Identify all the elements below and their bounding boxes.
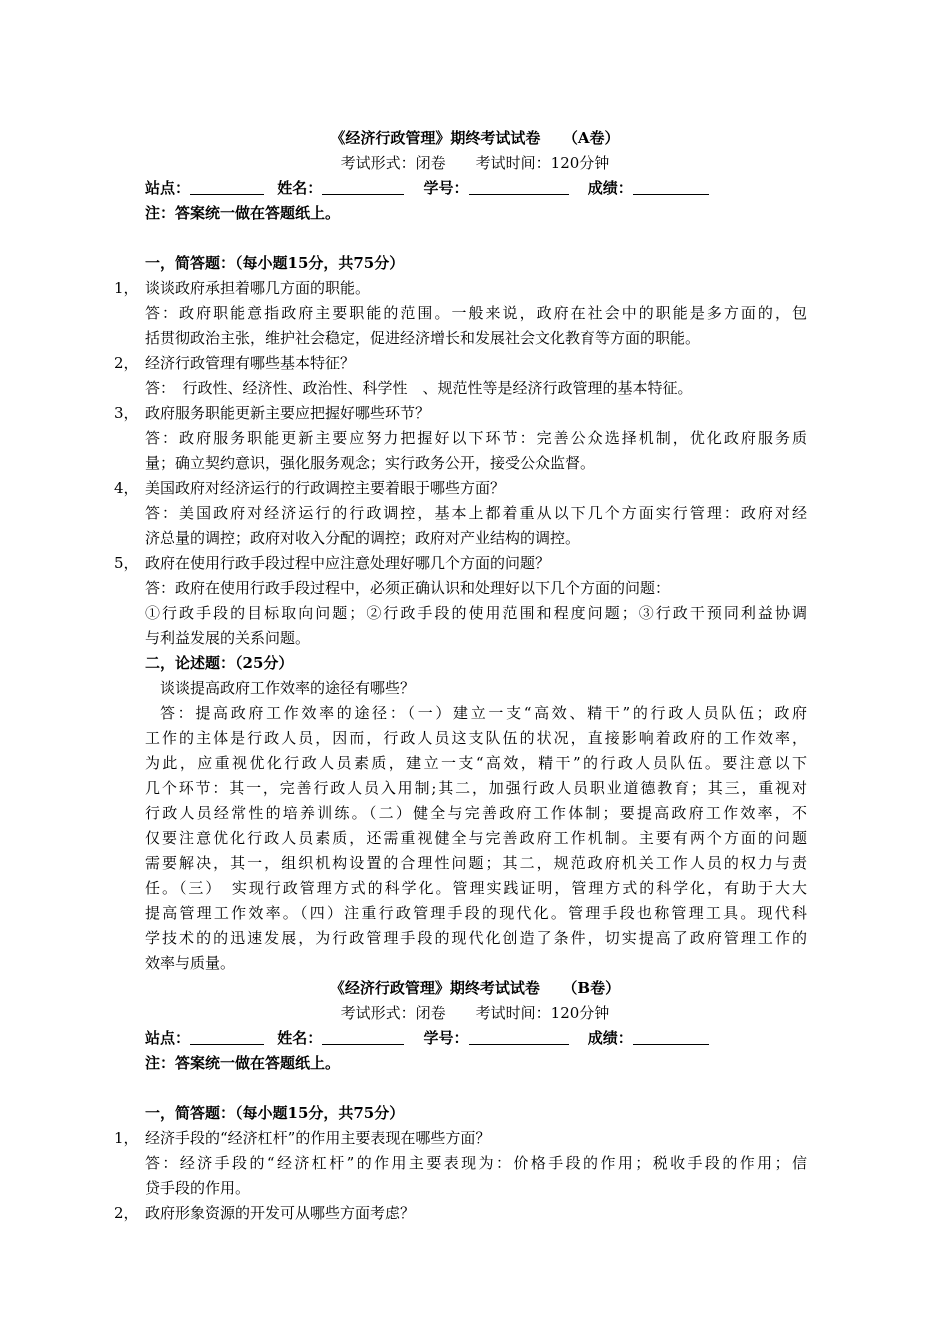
- essay-answer-line: 任。（三） 实现行政管理方式的科学化。管理实践证明，管理方式的科学化，有助于大大: [145, 879, 807, 897]
- id-label: 学号：: [423, 1029, 469, 1047]
- answer-line: 答： 行政性、经济性、政治性、科学性 、规范性等是经济行政管理的基本特征。: [145, 379, 693, 397]
- answer-line: 答：政府服务职能更新主要应努力把握好以下环节：完善公众选择机制，优化政府服务质: [145, 429, 807, 447]
- exam-b-title: 《经济行政管理》期终考试试卷 （B卷）: [329, 979, 621, 997]
- question-text: 政府形象资源的开发可从哪些方面考虑？: [145, 1204, 416, 1222]
- name-label: 姓名：: [277, 179, 323, 197]
- exam-a-section1-heading: 一，简答题：（每小题15分，共75分）: [145, 254, 405, 272]
- score-label: 成绩：: [587, 179, 633, 197]
- exam-b-section1-heading: 一，简答题：（每小题15分，共75分）: [145, 1104, 405, 1122]
- essay-question: 谈谈提高政府工作效率的途径有哪些？: [160, 679, 416, 697]
- name-blank: [322, 179, 404, 195]
- exam-a-title: 《经济行政管理》期终考试试卷 （A卷）: [330, 129, 620, 147]
- answer-line: 量；确立契约意识，强化服务观念；实行政务公开，接受公众监督。: [145, 454, 596, 472]
- exam-b-note: 注：答案统一做在答题纸上。: [145, 1054, 341, 1072]
- id-blank: [469, 1029, 569, 1045]
- essay-answer-line: 效率与质量。: [145, 954, 236, 972]
- essay-answer-line: 仅要注意优化行政人员素质，还需重视健全与完善政府工作机制。主要有两个方面的问题: [145, 829, 807, 847]
- station-blank: [190, 1029, 264, 1045]
- question-number: 3，: [114, 404, 139, 422]
- exam-a-note: 注：答案统一做在答题纸上。: [145, 204, 341, 222]
- name-blank: [322, 1029, 404, 1045]
- score-blank: [633, 1029, 709, 1045]
- essay-answer-line: 行政人员经常性的培养训练。（二）健全与完善政府工作体制；要提高政府工作效率，不: [145, 804, 807, 822]
- exam-a-meta: 考试形式：闭卷 考试时间：120分钟: [340, 154, 610, 172]
- essay-answer-line: 提高管理工作效率。（四）注重行政管理手段的现代化。管理手段也称管理工具。现代科: [145, 904, 807, 922]
- essay-answer-line: 为此，应重视优化行政人员素质，建立一支“高效，精干”的行政人员队伍。要注意以下: [145, 754, 807, 772]
- answer-line: 答：经济手段的“经济杠杆”的作用主要表现为：价格手段的作用；税收手段的作用；信: [145, 1154, 807, 1172]
- question-text: 政府在使用行政手段过程中应注意处理好哪几个方面的问题？: [145, 554, 551, 572]
- question-text: 谈谈政府承担着哪几方面的职能。: [145, 279, 371, 297]
- exam-b-fields-row: [145, 1027, 709, 1049]
- answer-line: 答：政府职能意指政府主要职能的范围。一般来说，政府在社会中的职能是多方面的，包: [145, 304, 807, 322]
- question-number: 2，: [114, 354, 139, 372]
- name-label: 姓名：: [277, 1029, 323, 1047]
- essay-answer-line: 工作的主体是行政人员，因而，行政人员这支队伍的状况，直接影响着政府的工作效率，: [145, 729, 807, 747]
- question-text: 政府服务职能更新主要应把握好哪些环节？: [145, 404, 431, 422]
- question-text: 美国政府对经济运行的行政调控主要着眼于哪些方面？: [145, 479, 506, 497]
- station-label: 站点：: [145, 179, 191, 197]
- answer-line: ①行政手段的目标取向问题；②行政手段的使用范围和程度问题；③行政干预同利益协调: [145, 604, 807, 622]
- question-text: 经济行政管理有哪些基本特征？: [145, 354, 356, 372]
- exam-a-section2-heading: 二，论述题：（25分）: [145, 654, 294, 672]
- answer-line: 与利益发展的关系问题。: [145, 629, 311, 647]
- station-blank: [190, 179, 264, 195]
- exam-b-meta: 考试形式：闭卷 考试时间：120分钟: [340, 1004, 610, 1022]
- essay-answer-line: 需要解决，其一，组织机构设置的合理性问题；其二，规范政府机关工作人员的权力与责: [145, 854, 807, 872]
- id-blank: [469, 179, 569, 195]
- question-number: 4，: [114, 479, 139, 497]
- answer-line: 括贯彻政治主张，维护社会稳定，促进经济增长和发展社会文化教育等方面的职能。: [145, 329, 701, 347]
- exam-a-fields-row: [145, 177, 709, 199]
- essay-answer-line: 几个环节：其一，完善行政人员入用制;其二，加强行政人员职业道德教育；其三，重视对: [145, 779, 807, 797]
- station-label: 站点：: [145, 1029, 191, 1047]
- score-blank: [633, 179, 709, 195]
- question-number: 2，: [114, 1204, 139, 1222]
- question-text: 经济手段的“经济杠杆”的作用主要表现在哪些方面？: [145, 1129, 491, 1147]
- answer-line: 答：政府在使用行政手段过程中，必须正确认识和处理好以下几个方面的问题：: [145, 579, 671, 597]
- question-number: 1，: [114, 279, 139, 297]
- answer-line: 贷手段的作用。: [145, 1179, 251, 1197]
- id-label: 学号：: [423, 179, 469, 197]
- answer-line: 济总量的调控；政府对收入分配的调控；政府对产业结构的调控。: [145, 529, 581, 547]
- question-number: 1，: [114, 1129, 139, 1147]
- score-label: 成绩：: [587, 1029, 633, 1047]
- essay-answer-line: 学技术的的迅速发展，为行政管理手段的现代化创造了条件，切实提高了政府管理工作的: [145, 929, 807, 947]
- answer-line: 答：美国政府对经济运行的行政调控，基本上都着重从以下几个方面实行管理：政府对经: [145, 504, 807, 522]
- essay-answer-line: 答：提高政府工作效率的途径：（一）建立一支“高效、精干”的行政人员队伍；政府: [160, 704, 807, 722]
- question-number: 5，: [114, 554, 139, 572]
